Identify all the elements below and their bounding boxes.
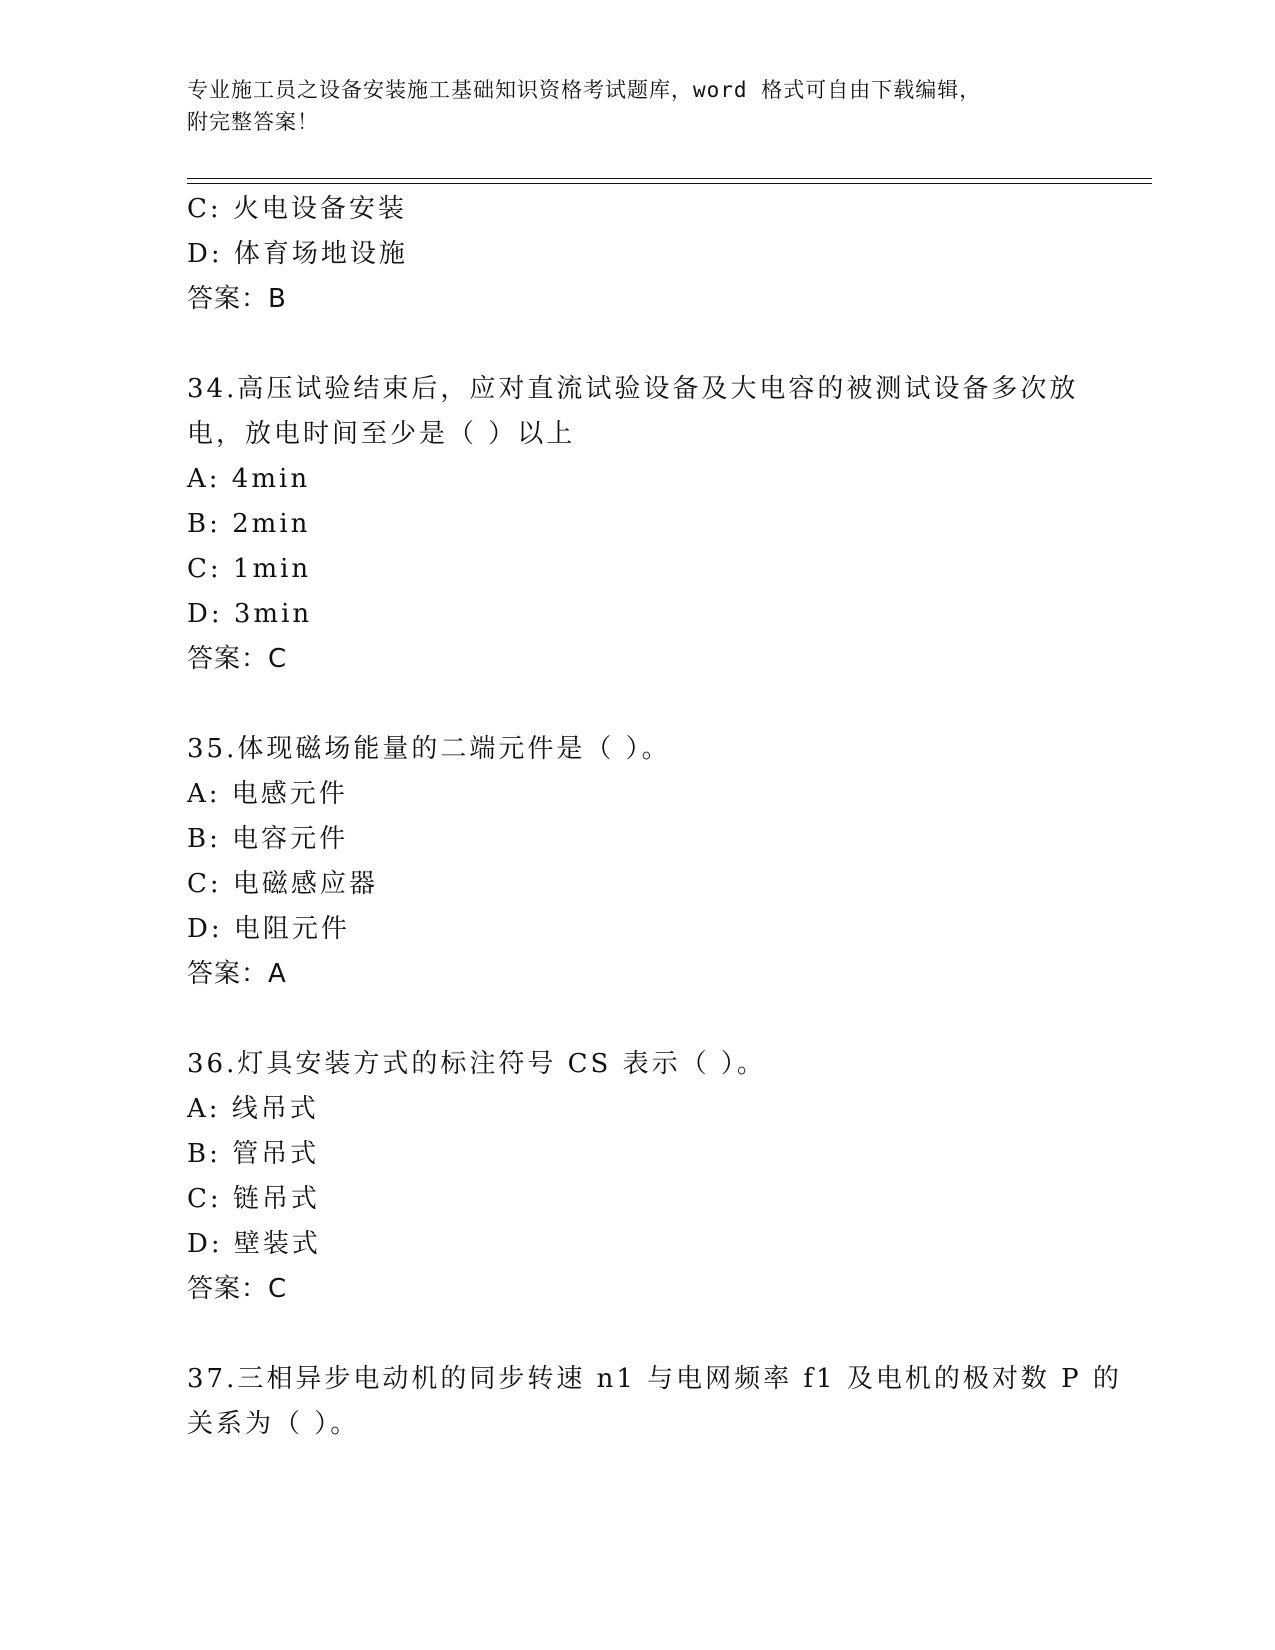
q34-option-c: C: 1min (187, 554, 312, 584)
q35-option-a: A: 电感元件 (187, 779, 348, 809)
q37-stem-line-1: 37.三相异步电动机的同步转速 n1 与电网频率 f1 及电机的极对数 P 的 (187, 1364, 1122, 1394)
q35-stem: 35.体现磁场能量的二端元件是（ ）。 (187, 734, 671, 764)
q33-option-d: D: 体育场地设施 (187, 239, 408, 269)
q34-stem-line-1: 34.高压试验结束后，应对直流试验设备及大电容的被测试设备多次放 (187, 374, 1079, 404)
q36-option-c: C: 链吊式 (187, 1184, 320, 1214)
q34-stem-line-2: 电，放电时间至少是（ ）以上 (187, 419, 576, 449)
q36-option-d: D: 壁装式 (187, 1229, 321, 1259)
q34-option-b: B: 2min (187, 509, 311, 539)
header-line-2: 附完整答案！ (187, 110, 319, 134)
q34-answer: 答案：C (187, 644, 288, 674)
q35-answer: 答案：A (187, 959, 287, 989)
q34-option-d: D: 3min (187, 599, 313, 629)
q36-answer: 答案：C (187, 1274, 288, 1304)
header-divider-bottom (187, 183, 1152, 184)
q33-option-c: C: 火电设备安装 (187, 194, 407, 224)
q33-answer: 答案：B (187, 284, 287, 314)
q37-stem-line-2: 关系为（ ）。 (187, 1409, 360, 1439)
q35-option-c: C: 电磁感应器 (187, 869, 378, 899)
header-divider-top (187, 178, 1152, 179)
q36-stem: 36.灯具安装方式的标注符号 CS 表示（ ）。 (187, 1049, 766, 1079)
q36-option-b: B: 管吊式 (187, 1139, 320, 1169)
q34-option-a: A: 4min (187, 464, 311, 494)
q35-option-d: D: 电阻元件 (187, 914, 350, 944)
q36-option-a: A: 线吊式 (187, 1094, 319, 1124)
q35-option-b: B: 电容元件 (187, 824, 349, 854)
header-line-1: 专业施工员之设备安装施工基础知识资格考试题库，word 格式可自由下载编辑， (187, 78, 982, 102)
document-header (187, 74, 1067, 138)
